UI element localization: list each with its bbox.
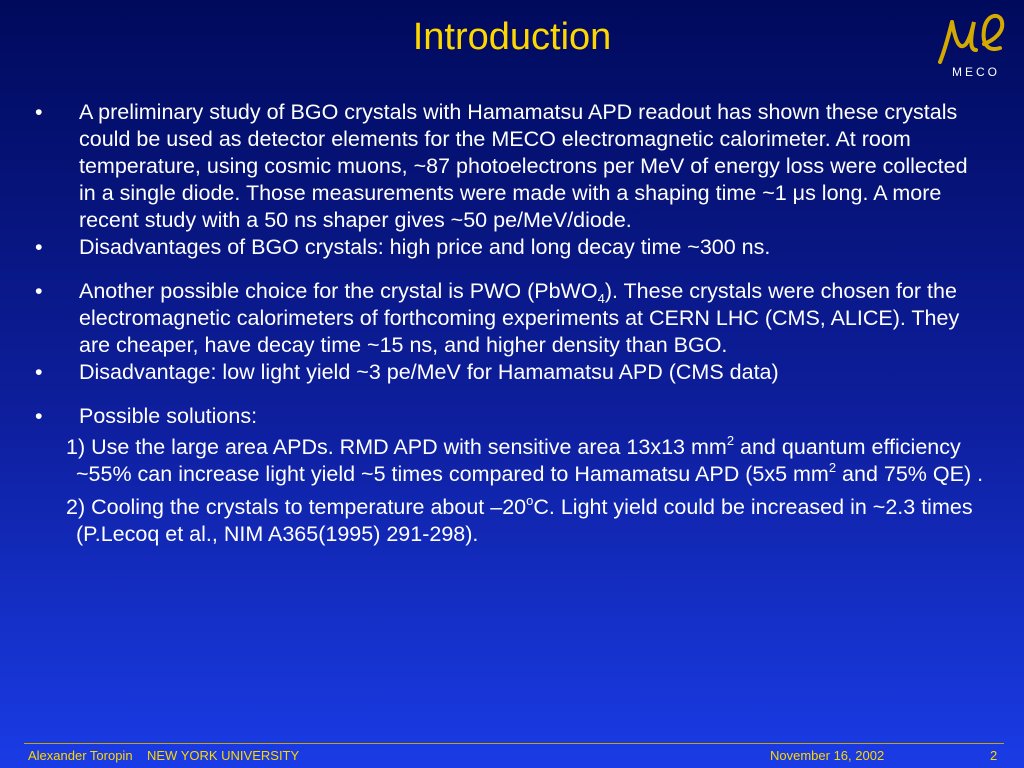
bullet-pwo-choice	[30, 278, 990, 359]
bullet-text: Disadvantage: low light yield ~3 pe/MeV for Hamamatsu APD (CMS data)	[79, 360, 779, 384]
bullet-possible-solutions	[30, 403, 990, 430]
logo-e-glyph	[984, 16, 1003, 49]
footer-page-number: 2	[990, 748, 998, 763]
bullet-marker: •	[35, 279, 43, 303]
logo-text: MECO	[952, 65, 1000, 79]
footer-date: November 16, 2002	[770, 748, 885, 763]
bullet-marker: •	[35, 404, 43, 428]
solution-cooling: 2) Cooling the crystals to temperature about –20$^o$C. Light yield could be increased in ~2.3 times (P.Lecoq et al., NIM A365(1995) 291-298).	[66, 493, 973, 546]
bullet-text: Possible solutions:	[79, 404, 258, 428]
bullet-text: Another possible choice for the crystal is PWO (PbWO$_4$). These crystals were chosen for the electromagnetic calorimeters of forthcoming experiments at CERN LHC (CMS, ALICE). They are cheaper, have decay time ~15 ns, and higher density than BGO.	[79, 279, 960, 357]
bullet-marker: •	[35, 100, 43, 124]
slide-title: Introduction	[412, 16, 612, 58]
bullet-text: Disadvantages of BGO crystals: high price and long decay time ~300 ns.	[79, 235, 771, 259]
bullet-marker: •	[35, 235, 43, 259]
bullet-text: A preliminary study of BGO crystals with Hamamatsu APD readout has shown these crystals could be used as detector elements for the MECO electromagnetic calorimeter. At room temperature, using cosmic muons, ~87 photoelectrons per MeV of energy loss were collected in a single diode. Those measurements were made with a shaping time ~1 μs long. A more recent study with a 50 ns shaper gives ~50 pe/MeV/diode.	[79, 100, 968, 232]
meco-logo	[932, 4, 1018, 82]
logo-mu-glyph	[940, 22, 976, 62]
bullet-bgo-study	[30, 99, 990, 234]
footer-divider	[24, 743, 1004, 744]
bullet-marker: •	[35, 360, 43, 384]
bullet-bgo-disadvantages	[30, 234, 990, 261]
bullet-pwo-disadvantage	[30, 359, 990, 386]
slide-body	[30, 99, 990, 548]
solution-large-area-apd: 1) Use the large area APDs. RMD APD with sensitive area 13x13 $mm^2$ and quantum efficiency ~55% can increase light yield ~5 times compared to Hamamatsu APD (5x5 $mm^2$ and 75% QE) .	[66, 433, 984, 486]
footer-author: Alexander Toropin NEW YORK UNIVERSITY	[28, 748, 300, 763]
